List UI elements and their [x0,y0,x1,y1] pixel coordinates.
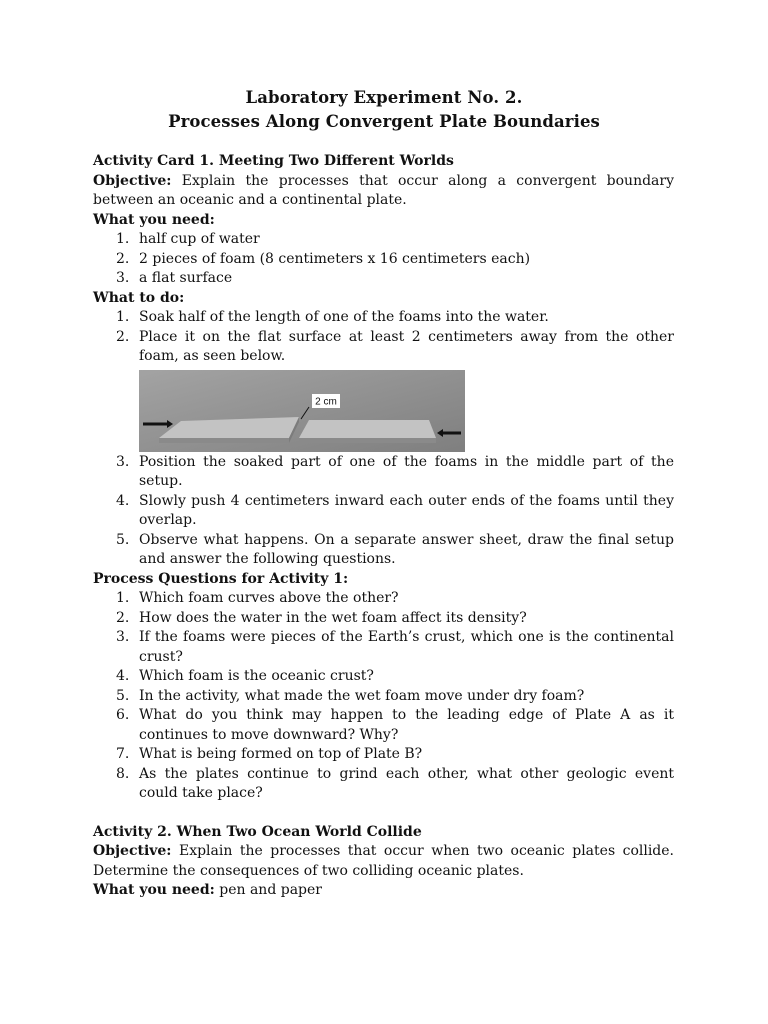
list-item: 2. 2 pieces of foam (8 centimeters x 16 centimeters each) [116,250,531,267]
list-item: 3. If the foams were pieces of the Earth’s crust, which one is the continental crust? [116,629,674,665]
page-title: Laboratory Experiment No. 2. [245,88,523,107]
steps-list-continued [93,453,674,570]
list-item: 1. Soak half of the length of one of the foams into the water. [116,309,549,325]
objective-text: Explain the processes that occur along a convergent boundary between an oceanic and a continental plate. [93,172,674,208]
list-item: 3. a flat surface [116,270,233,286]
list-item: 4. Which foam is the oceanic crust? [116,668,374,684]
list-item: 2. How does the water in the wet foam affect its density? [116,609,527,626]
document-body [93,152,674,901]
need-label: What you need: [93,882,215,898]
need-label: What you need: [93,211,215,228]
activity2-need [93,881,674,901]
list-item: 6. What do you think may happen to the leading edge of Plate A as it continues to move downward? Why? [116,707,674,743]
objective-text: Explain the processes that occur when two oceanic plates collide. Determine the consequences of two colliding oceanic plates. [93,843,675,879]
page-subtitle: Processes Along Convergent Plate Boundaries [168,112,600,131]
right-foam [299,420,436,443]
list-item: 7. What is being formed on top of Plate B? [116,746,423,762]
questions-label: Process Questions for Activity 1: [93,570,349,587]
list-item: 5. Observe what happens. On a separate answer sheet, draw the final setup and answer the following questions. [116,531,674,567]
objective-label: Objective: [93,172,172,189]
foam-setup-image [139,370,465,452]
activity2-objective [93,842,674,881]
steps-list [93,308,674,367]
needs-list [93,230,674,289]
list-item: 1. half cup of water [116,231,260,247]
list-item: 4. Slowly push 4 centimeters inward each outer ends of the foams until they overlap. [116,492,674,528]
list-item: 3. Position the soaked part of one of the foams in the middle part of the setup. [116,453,674,489]
list-item: 5. In the activity, what made the wet foam move under dry foam? [116,687,585,704]
objective-label: Objective: [93,843,172,859]
activity1-heading: Activity Card 1. Meeting Two Different Worlds [93,153,454,169]
gap-label: 2 cm [315,396,337,407]
questions-list [93,589,674,804]
list-item: 8. As the plates continue to grind each other, what other geologic event could take place? [116,765,674,801]
list-item: 1. Which foam curves above the other? [116,590,399,606]
activity1-objective [93,172,674,211]
activity2-heading: Activity 2. When Two Ocean World Collide [93,823,422,840]
list-item: 2. Place it on the flat surface at least 2 centimeters away from the other foam, as seen below. [116,328,674,364]
need-text: pen and paper [219,882,322,898]
section-spacer [93,804,674,823]
todo-label: What to do: [93,289,185,306]
foam-setup-figure [93,370,674,452]
